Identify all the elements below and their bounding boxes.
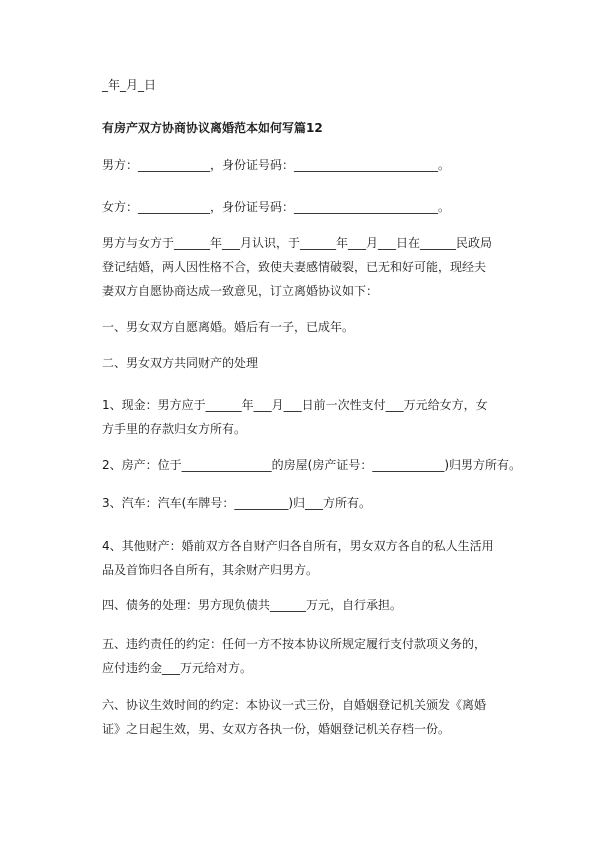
clause-2-2-property: 2、房产：位于_______________的房屋(房产证号：____________)归男方所有。 [102,458,521,472]
clause-2-heading: 二、男女双方共同财产的处理 [102,356,259,370]
clause-4-debts: 四、债务的处理：男方现负债共______万元，自行承担。 [102,598,403,612]
document-title: 有房产双方协商协议离婚范本如何写篇12 [102,121,323,135]
male-party-line: 男方：____________，身份证号码：________________________。 [102,158,451,172]
female-party-line: 女方：____________，身份证号码：________________________。 [102,200,451,214]
clause-2-3-car: 3、汽车：汽车(车牌号：_________)归___方所有。 [102,496,371,510]
clause-6-effective-date: 六、协议生效时间的约定：本协议一式三份，自婚姻登记机关颁发《离婚证》之日起生效，男、女双方各执一份，婚姻登记机关存档一份。 [102,698,487,736]
clause-5-breach: 五、违约责任的约定：任何一方不按本协议所规定履行支付款项义务的，应付违约金___万元给对方。 [102,637,487,675]
intro-paragraph: 男方与女方于______年___月认识，于______年___月___日在______民政局登记结婚，两人因性格不合，致使夫妻感情破裂，已无和好可能，现经夫妻双方自愿协商达成一致意见，订立离婚协议如下： [102,236,493,298]
clause-2-4-other-assets: 4、其他财产：婚前双方各自财产归各自所有，男女双方各自的私人生活用品及首饰归各自所有，其余财产归男方。 [102,539,494,577]
clause-2-1-cash: 1、现金：男方应于______年___月___日前一次性支付___万元给女方，女方手里的存款归女方所有。 [102,398,488,436]
date-line: _年_月_日 [102,78,157,92]
clause-1: 一、男女双方自愿离婚。婚后有一子，已成年。 [102,320,355,334]
